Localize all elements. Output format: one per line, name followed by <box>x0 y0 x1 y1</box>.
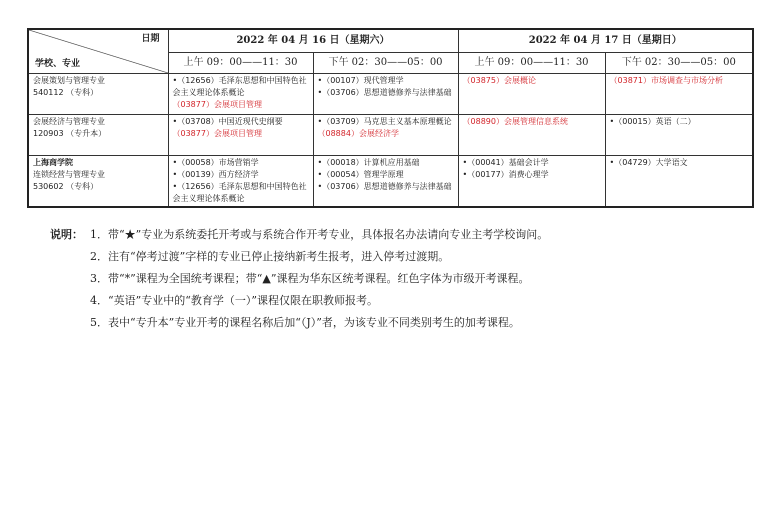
session-header-2: 下午 02：30——05：00 <box>313 53 458 74</box>
date-row <box>28 29 753 53</box>
course-entry: •（03709）马克思主义基本原理概论 <box>317 117 452 126</box>
corner-school-label: 学校、专业 <box>35 59 81 69</box>
course-entry: •（00177）消费心理学 <box>462 170 549 179</box>
course-cell <box>168 156 313 208</box>
course-entry: •（12656）毛泽东思想和中国特色社会主义理论体系概论 <box>172 182 307 203</box>
course-cell <box>605 156 753 208</box>
course-entry: （03875）会展概论 <box>462 76 536 85</box>
major-cell <box>28 115 168 156</box>
course-entry: •（03706）思想道德修养与法律基础 <box>317 182 452 191</box>
course-entry: •（00018）计算机应用基础 <box>317 158 420 167</box>
course-entry: •（00054）管理学原理 <box>317 170 404 179</box>
course-entry: （08884）会展经济学 <box>317 129 399 138</box>
day-header-1: 2022 年 04 月 16 日（星期六） <box>168 29 458 53</box>
course-entry: •（03706）思想道德修养与法律基础 <box>317 88 452 97</box>
major-cell <box>28 74 168 115</box>
major-cell <box>28 156 168 208</box>
school-name: 上海商学院 <box>33 158 73 167</box>
corner-date-label: 日期 <box>141 34 160 44</box>
course-entry: （03871）市场调查与市场分析 <box>609 76 723 85</box>
course-cell <box>313 74 458 115</box>
course-entry: （03877）会展项目管理 <box>172 100 262 109</box>
major-code: 530602 （专科） <box>33 182 99 191</box>
table-row <box>28 115 753 156</box>
corner-header <box>28 29 168 74</box>
exam-schedule-table <box>27 28 754 208</box>
notes-label: 说明： <box>50 228 83 241</box>
course-cell <box>168 74 313 115</box>
course-entry: （03877）会展项目管理 <box>172 129 262 138</box>
course-cell <box>458 156 605 208</box>
note-item <box>50 290 548 312</box>
notes-section <box>50 224 548 334</box>
course-cell <box>605 74 753 115</box>
course-entry: •（04729）大学语文 <box>609 158 688 167</box>
major-name: 连锁经营与管理专业 <box>33 170 105 179</box>
note-text: 1．带“★”专业为系统委托开考或与系统合作开考专业，具体报名办法请向专业主考学校询问。 <box>90 228 549 241</box>
course-entry: •（00015）英语（二） <box>609 117 696 126</box>
note-text: 5．表中“专升本”专业开考的课程名称后加“（J）”者，为该专业不同类别考生的加考课程。 <box>90 316 520 329</box>
course-cell <box>605 115 753 156</box>
course-entry: •（12656）毛泽东思想和中国特色社会主义理论体系概论 <box>172 76 307 97</box>
major-code: 120903 （专升本） <box>33 129 107 138</box>
course-cell <box>168 115 313 156</box>
course-entry: •（03708）中国近现代史纲要 <box>172 117 283 126</box>
note-item <box>50 224 548 246</box>
course-entry: •（00058）市场营销学 <box>172 158 259 167</box>
session-header-4: 下午 02：30——05：00 <box>605 53 753 74</box>
course-entry: •（00139）西方经济学 <box>172 170 259 179</box>
course-cell <box>313 115 458 156</box>
table-row <box>28 74 753 115</box>
course-entry: •（00041）基础会计学 <box>462 158 549 167</box>
course-cell <box>313 156 458 208</box>
major-name: 会展经济与管理专业 <box>33 117 105 126</box>
major-name: 会展策划与管理专业 <box>33 76 105 85</box>
note-item <box>50 312 548 334</box>
course-cell <box>458 74 605 115</box>
course-entry: •（00107）现代管理学 <box>317 76 404 85</box>
table-row <box>28 156 753 208</box>
course-entry: （08890）会展管理信息系统 <box>462 117 568 126</box>
note-item <box>50 268 548 290</box>
note-item <box>50 246 548 268</box>
note-text: 3．带“*”课程为全国统考课程；带“▲”课程为华东区统考课程。红色字体为市级开考课程。 <box>90 272 530 285</box>
note-text: 4．“英语”专业中的“教育学（一）”课程仅限在职教师报考。 <box>90 294 378 307</box>
major-code: 540112 （专科） <box>33 88 99 97</box>
session-header-1: 上午 09：00——11：30 <box>168 53 313 74</box>
course-cell <box>458 115 605 156</box>
session-header-3: 上午 09：00——11：30 <box>458 53 605 74</box>
day-header-2: 2022 年 04 月 17 日（星期日） <box>458 29 753 53</box>
note-text: 2．注有“停考过渡”字样的专业已停止接纳新考生报考，进入停考过渡期。 <box>90 250 450 263</box>
